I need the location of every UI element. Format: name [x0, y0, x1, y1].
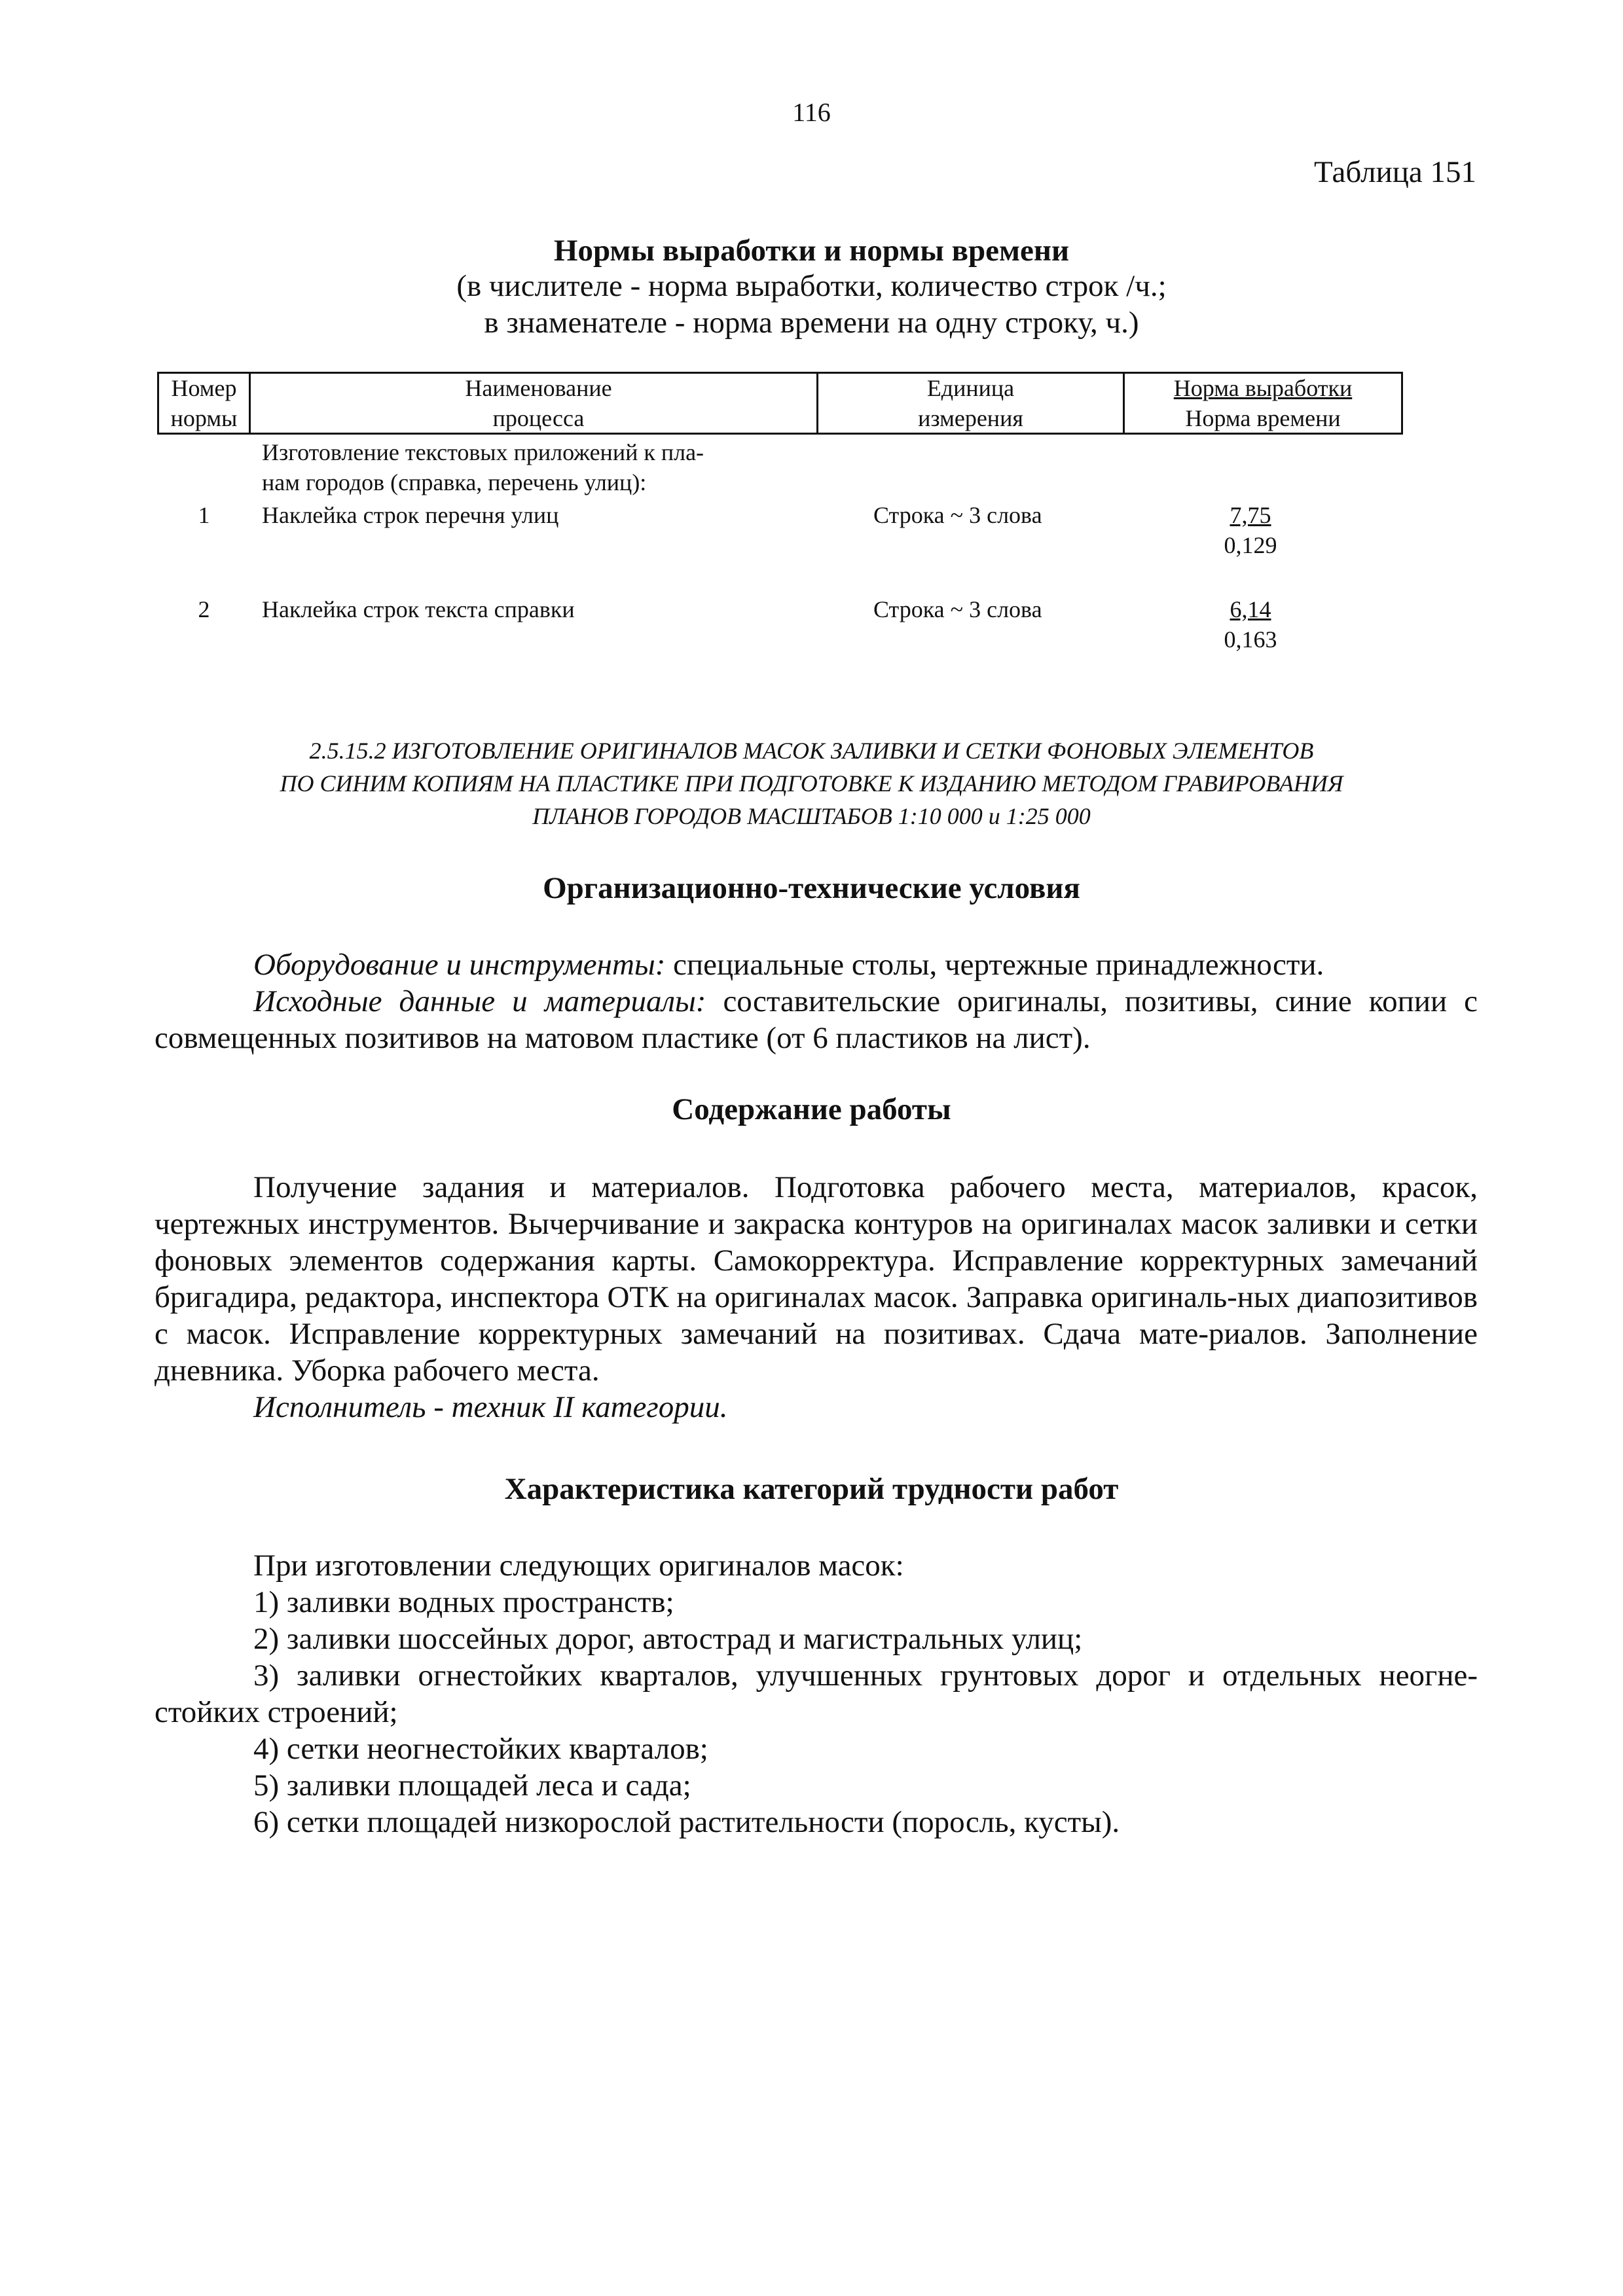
row-1-process: Наклейка строк перечня улиц [262, 502, 559, 528]
source-paragraph [155, 983, 1478, 1056]
group-title-line: Изготовление текстовых приложений к пла- [262, 439, 704, 465]
column-divider [249, 372, 251, 435]
executor-line: Исполнитель - техник II категории. [253, 1390, 728, 1424]
section-heading: Организационно-технические условия [543, 871, 1080, 905]
difficulty-item: 5) заливки площадей леса и сада; [253, 1768, 691, 1803]
header-text: Единица [926, 375, 1015, 401]
page-number: 116 [792, 98, 831, 127]
header-process [261, 373, 816, 433]
table-title: Нормы выработки и нормы времени [553, 234, 1070, 268]
difficulty-item: 2) заливки шоссейных дорог, автострад и магистральных улиц; [253, 1622, 1083, 1656]
row-1-unit: Строка ~ 3 слова [873, 502, 1042, 528]
header-text: измерения [918, 405, 1023, 431]
difficulty-list [155, 1547, 1478, 1840]
source-label: Исходные данные и материалы: [253, 984, 706, 1018]
difficulty-item: 4) сетки неогнестойких кварталов; [253, 1732, 708, 1766]
header-text: Норма времени [1185, 405, 1341, 431]
difficulty-item: 3) заливки огнестойких кварталов, улучшенных грунтовых дорог и отдельных неогне-стойких строений; [155, 1659, 1478, 1729]
table-label: Таблица 151 [1313, 155, 1476, 189]
row-2-norm [1152, 594, 1349, 655]
norm-time: 0,163 [1224, 626, 1277, 653]
header-unit [818, 373, 1123, 433]
source-text: составительские оригиналы, позитивы, синие копии с совмещенных позитивов на матовом пластике (от 6 пластиков на лист). [155, 984, 1478, 1055]
row-2-num: 2 [198, 596, 210, 622]
header-text: нормы [170, 405, 238, 431]
norm-output: 7,75 [1230, 502, 1271, 528]
section-heading: Содержание работы [672, 1092, 951, 1126]
difficulty-item: 1) заливки водных пространств; [253, 1585, 674, 1619]
section-code-line: ПЛАНОВ ГОРОДОВ МАСШТАБОВ 1:10 000 и 1:25 000 [532, 803, 1091, 829]
header-text: процесса [492, 405, 585, 431]
table-subtitle-line: (в числителе - норма выработки, количество строк /ч.; [456, 269, 1167, 303]
row-2-process: Наклейка строк текста справки [262, 596, 575, 622]
norm-output: 6,14 [1230, 596, 1271, 622]
section-heading: Характеристика категорий трудности работ [504, 1472, 1119, 1506]
difficulty-item: 6) сетки площадей низкорослой растительности (поросль, кусты). [253, 1805, 1120, 1839]
section-code-line: 2.5.15.2 ИЗГОТОВЛЕНИЕ ОРИГИНАЛОВ МАСОК ЗАЛИВКИ И СЕТКИ ФОНОВЫХ ЭЛЕМЕНТОВ [309, 738, 1314, 764]
equipment-label: Оборудование и инструменты: [253, 948, 666, 982]
header-text: Номер [171, 375, 237, 401]
header-num [159, 373, 249, 433]
group-title-line: нам городов (справка, перечень улиц): [262, 469, 647, 495]
work-content-paragraph: Получение задания и материалов. Подготовка рабочего места, материалов, красок, чертежных инструментов. Вычерчивание и закраска контуров на оригиналах масок заливки и сетки фоновых элементов содержания карты. Самокорректура. Исправление корректурных замечаний бригадира, редактора, инспектора ОТК на оригиналах масок. Заправка оригиналь-ных диапозитивов с масок. Исправление корректурных замечаний на позитивах. Сдача мате-риалов. Заполнение дневника. Уборка рабочего места. [155, 1170, 1478, 1388]
row-2-unit: Строка ~ 3 слова [873, 596, 1042, 622]
row-1-num: 1 [198, 502, 210, 528]
difficulty-intro: При изготовлении следующих оригиналов масок: [253, 1549, 904, 1583]
equipment-text: специальные столы, чертежные принадлежности. [665, 948, 1324, 982]
row-1-norm [1152, 500, 1349, 560]
group-title [262, 437, 799, 497]
equipment-paragraph [155, 946, 1478, 983]
section-code-line: ПО СИНИМ КОПИЯМ НА ПЛАСТИКЕ ПРИ ПОДГОТОВКЕ К ИЗДАНИЮ МЕТОДОМ ГРАВИРОВАНИЯ [280, 770, 1343, 797]
header-norm [1125, 373, 1401, 433]
header-text: Наименование [465, 375, 612, 401]
header-text: Норма выработки [1173, 375, 1353, 401]
table-subtitle-line: в знаменателе - норма времени на одну строку, ч.) [484, 306, 1139, 340]
norm-time: 0,129 [1224, 532, 1277, 558]
